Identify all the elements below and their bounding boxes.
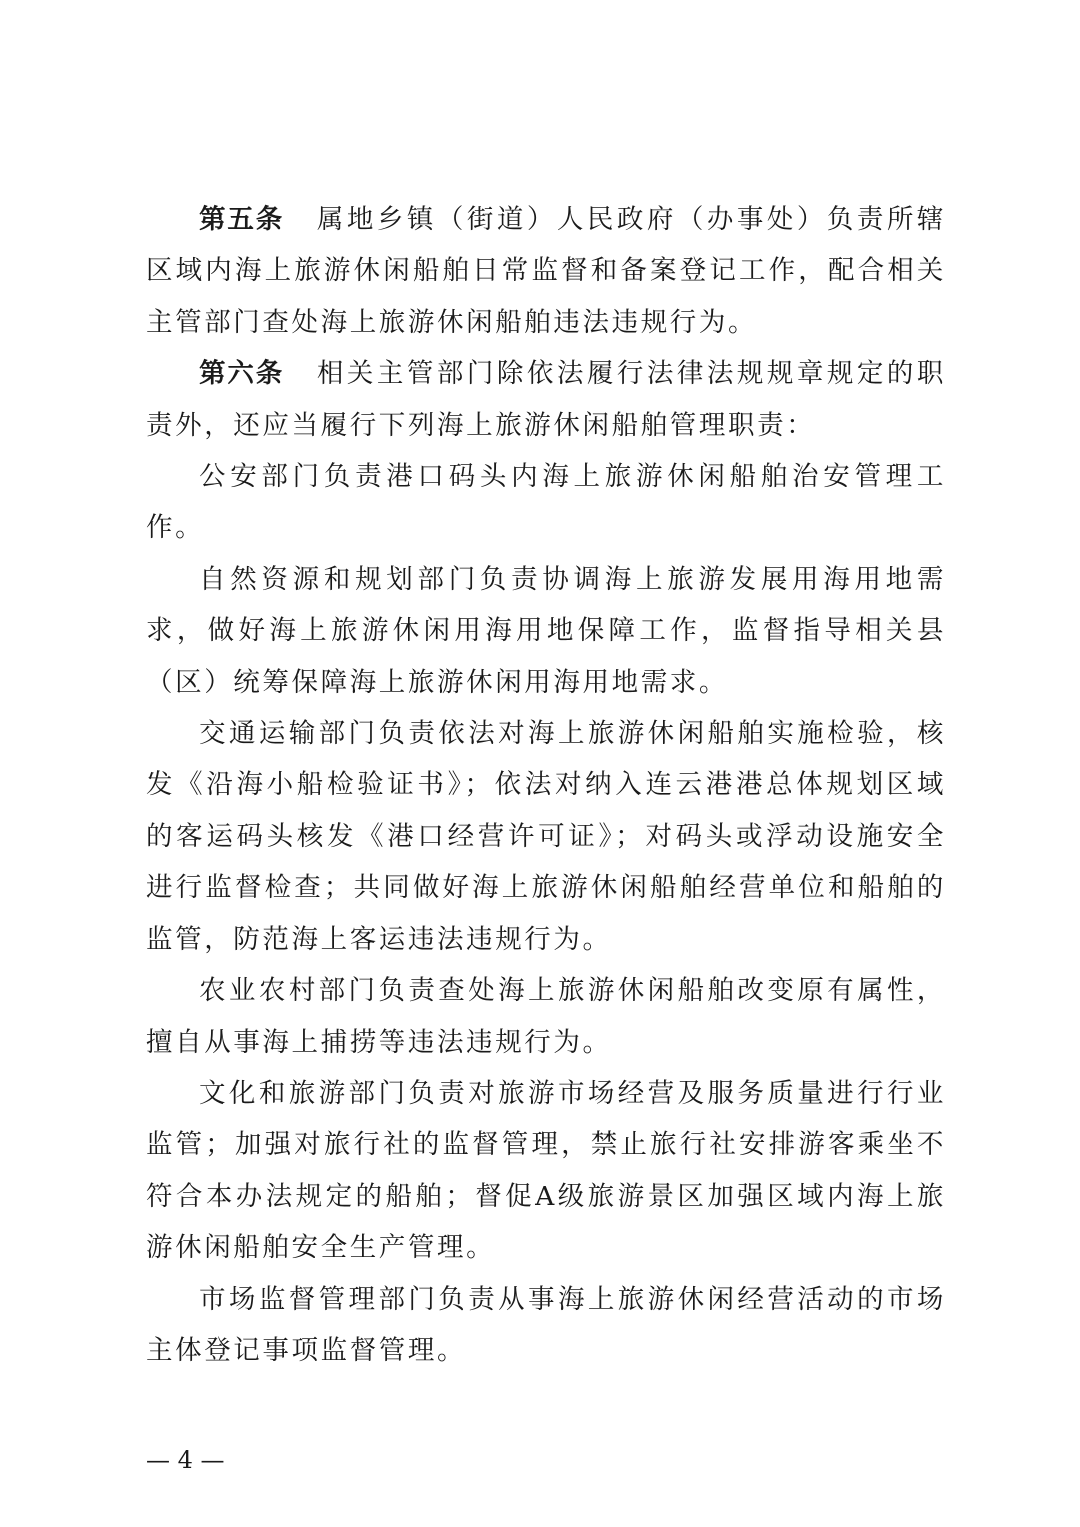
- article-5-heading: 第五条: [199, 204, 285, 235]
- paragraph-culture-tourism: 文化和旅游部门负责对旅游市场经营及服务质量进行行业监管；加强对旅行社的监督管理，禁止旅行社安排游客乘坐不符合本办法规定的船舶；督促A级旅游景区加强区域内海上旅游休闲船舶安全生产管理。: [146, 1077, 946, 1264]
- article-6-heading: 第六条: [199, 358, 285, 390]
- document-body: [146, 194, 946, 1376]
- paragraph-natural-resources: 自然资源和规划部门负责协调海上旅游发展用海用地需求，做好海上旅游休闲用海用地保障工作，监督指导相关县（区）统筹保障海上旅游休闲用海用地需求。: [146, 563, 946, 698]
- article-5-paragraph: [146, 194, 946, 348]
- article-6-text: 相关主管部门除依法履行法律法规规章规定的职责外，还应当履行下列海上旅游休闲船舶管理职责：: [146, 358, 946, 441]
- page-number: — 4 —: [146, 1446, 225, 1474]
- paragraph-transport: 交通运输部门负责依法对海上旅游休闲船舶实施检验，核发《沿海小船检验证书》；依法对纳入连云港港总体规划区域的客运码头核发《港口经营许可证》；对码头或浮动设施安全进行监督检查；共同做好海上旅游休闲船舶经营单位和船舶的监管，防范海上客运违法违规行为。: [146, 718, 946, 955]
- article-6-paragraph: [146, 348, 946, 451]
- paragraph-agriculture: 农业农村部门负责查处海上旅游休闲船舶改变原有属性，擅自从事海上捕捞等违法违规行为。: [146, 975, 946, 1058]
- article-5-text: 属地乡镇（街道）人民政府（办事处）负责所辖区域内海上旅游休闲船舶日常监督和备案登记工作，配合相关主管部门查处海上旅游休闲船舶违法违规行为。: [146, 204, 946, 338]
- paragraph-public-security: 公安部门负责港口码头内海上旅游休闲船舶治安管理工作。: [146, 461, 946, 544]
- paragraph-market-supervision: 市场监督管理部门负责从事海上旅游休闲经营活动的市场主体登记事项监督管理。: [146, 1283, 946, 1366]
